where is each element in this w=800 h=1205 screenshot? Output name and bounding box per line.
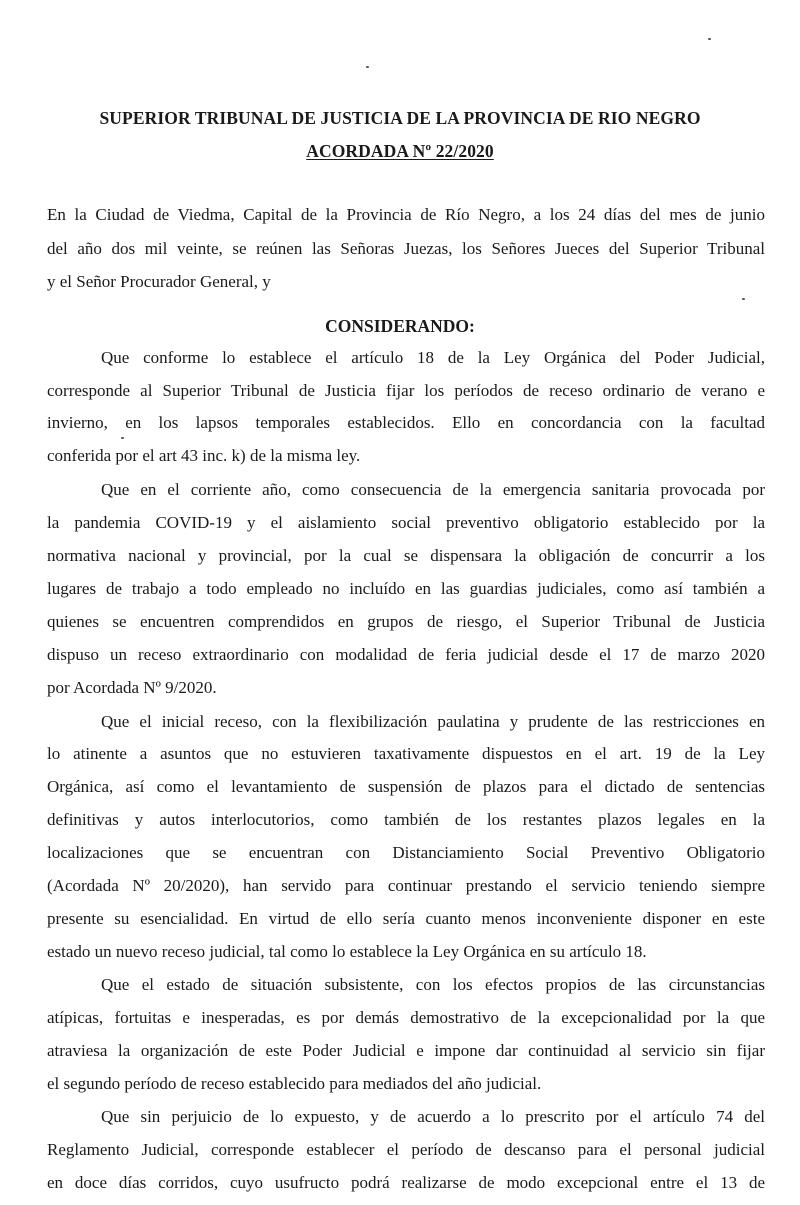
- paragraph-line: Orgánica, así como el levantamiento de suspensión de plazos para el dictado de sentencias: [47, 777, 765, 796]
- considerando-heading: CONSIDERANDO:: [325, 316, 475, 336]
- paragraph-line: del año dos mil veinte, se reúnen las Señoras Juezas, los Señores Jueces del Superior Tribunal: [47, 239, 765, 258]
- paragraph-line: el segundo período de receso establecido para mediados del año judicial.: [47, 1074, 542, 1093]
- document-title: SUPERIOR TRIBUNAL DE JUSTICIA DE LA PROVINCIA DE RIO NEGRO: [99, 108, 701, 128]
- scan-speck: [366, 66, 369, 68]
- scan-speck: [708, 38, 711, 40]
- paragraph-line: localizaciones que se encuentran con Distanciamiento Social Preventivo Obligatorio: [47, 843, 765, 862]
- paragraph-line: en doce días corridos, cuyo usufructo podrá realizarse de modo excepcional entre el 13 de: [47, 1173, 765, 1192]
- paragraph-line: corresponde al Superior Tribunal de Justicia fijar los períodos de receso ordinario de verano e: [47, 381, 765, 400]
- scan-speck: [121, 437, 124, 439]
- paragraph-line: Que el estado de situación subsistente, con los efectos propios de las circunstancias: [101, 975, 765, 994]
- paragraph-line: definitivas y autos interlocutorios, como también de los restantes plazos legales en la: [47, 810, 765, 829]
- paragraph-line: conferida por el art 43 inc. k) de la misma ley.: [47, 446, 361, 465]
- paragraph-line: atraviesa la organización de este Poder Judicial e impone dar continuidad al servicio sin fijar: [47, 1041, 765, 1060]
- paragraph-line: quienes se encuentren comprendidos en grupos de riesgo, el Superior Tribunal de Justicia: [47, 612, 765, 631]
- paragraph-line: Que conforme lo establece el artículo 18 de la Ley Orgánica del Poder Judicial,: [101, 348, 765, 367]
- scan-speck: [742, 298, 745, 300]
- paragraph-line: En la Ciudad de Viedma, Capital de la Provincia de Río Negro, a los 24 días del mes de junio: [47, 205, 765, 224]
- paragraph-line: Que el inicial receso, con la flexibilización paulatina y prudente de las restricciones en: [101, 712, 765, 731]
- paragraph-line: (Acordada Nº 20/2020), han servido para continuar prestando el servicio teniendo siempre: [47, 876, 765, 895]
- paragraph-line: la pandemia COVID-19 y el aislamiento social preventivo obligatorio establecido por la: [47, 513, 765, 532]
- paragraph-line: Que en el corriente año, como consecuencia de la emergencia sanitaria provocada por: [101, 480, 765, 499]
- paragraph-line: invierno, en los lapsos temporales establecidos. Ello en concordancia con la facultad: [47, 413, 765, 432]
- paragraph-line: dispuso un receso extraordinario con modalidad de feria judicial desde el 17 de marzo 2020: [47, 645, 765, 664]
- paragraph-line: lo atinente a asuntos que no estuvieren taxativamente dispuestos en el art. 19 de la Ley: [47, 744, 765, 763]
- paragraph-line: por Acordada Nº 9/2020.: [47, 678, 217, 697]
- paragraph-line: lugares de trabajo a todo empleado no incluído en las guardias judiciales, como así también a: [47, 579, 765, 598]
- paragraph-line: Reglamento Judicial, corresponde establecer el período de descanso para el personal judicial: [47, 1140, 765, 1159]
- paragraph-line: y el Señor Procurador General, y: [47, 272, 271, 291]
- paragraph-line: normativa nacional y provincial, por la cual se dispensara la obligación de concurrir a los: [47, 546, 765, 565]
- paragraph-line: estado un nuevo receso judicial, tal como lo establece la Ley Orgánica en su artículo 18.: [47, 942, 647, 961]
- paragraph-line: presente su esencialidad. En virtud de ello sería cuanto menos inconveniente disponer en este: [47, 909, 765, 928]
- paragraph-line: atípicas, fortuitas e inesperadas, es por demás demostrativo de la excepcionalidad por la que: [47, 1008, 765, 1027]
- acordada-number: ACORDADA Nº 22/2020: [306, 141, 494, 161]
- paragraph-line: Que sin perjuicio de lo expuesto, y de acuerdo a lo prescrito por el artículo 74 del: [101, 1107, 765, 1126]
